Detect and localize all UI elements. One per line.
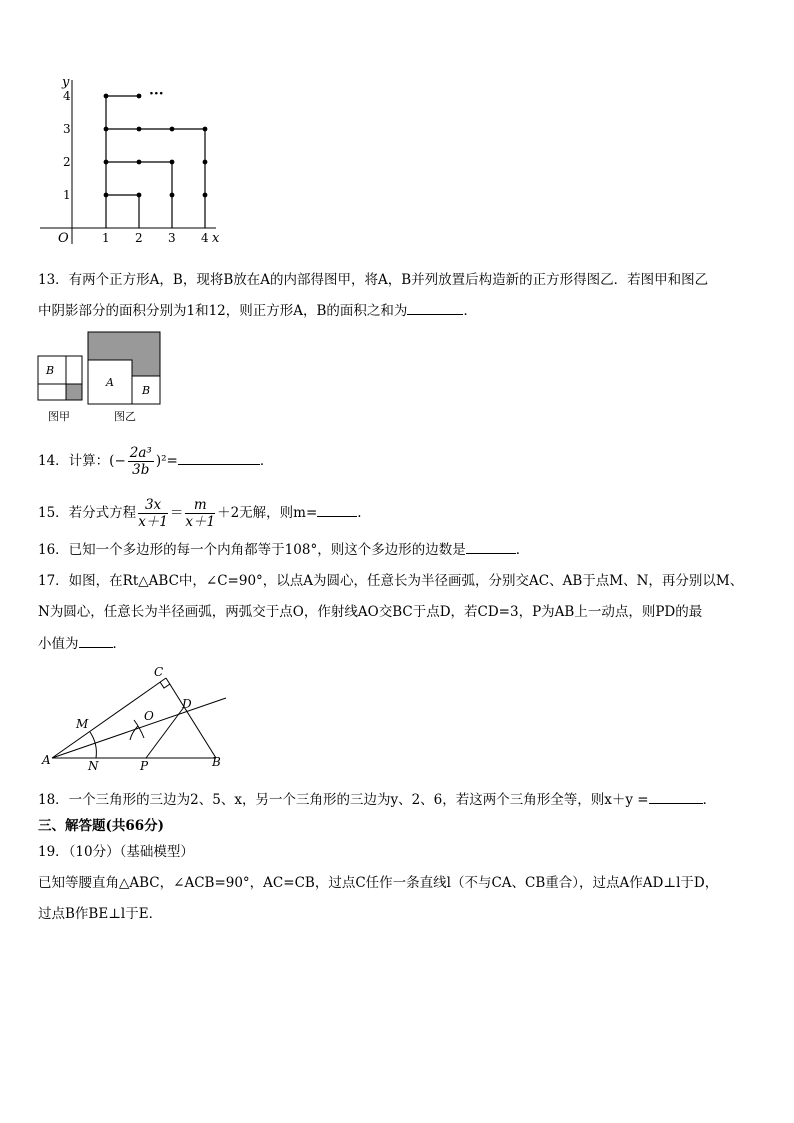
grid-path-points [104,94,208,198]
y-tick-1: 1 [63,188,71,202]
q17-line2: N为圆心，任意长为半径画弧，两弧交于点O，作射线AO交BC于点D，若CD=3，P为AB上一动点，则PD的最 [38,604,703,620]
q17-label-m: M [76,717,89,731]
q15-answer-blank[interactable] [317,504,357,517]
q13-end: ． [463,303,477,319]
q17-line1: 17．如图，在Rt△ABC中，∠C=90°，以点A为圆心，任意长为半径画弧，分别交AC、AB于点M、N，再分别以M、 [38,573,744,589]
q13-text: 中阴影部分的面积分别为1和12，则正方形A，B的面积之和为 [38,303,408,319]
q17-label-b: B [212,755,221,769]
fig-yi-caption: 图乙 [114,410,136,423]
q17-answer-blank[interactable] [79,635,113,648]
q17-label-p: P [140,759,149,772]
grid-path-lines [106,96,205,228]
fig-jia-label-b: B [46,364,55,377]
section-3-title: 三、解答题(共66分) [38,818,165,834]
q13-figure-jia [36,354,86,426]
q17-label-o: O [144,709,154,723]
q18-answer-blank[interactable] [649,791,703,804]
q13-line2 [38,301,477,321]
q19-line1: 已知等腰直角△ABC，∠ACB=90°，AC=CB，过点C任作一条直线l（不与CA、CB重合），过点A作AD⊥l于D， [38,875,719,891]
q17-label-d: D [182,697,192,711]
q19-header: 19．（10分）（基础模型） [38,844,194,860]
q13-line1: 13．有两个正方形A，B，现将B放在A的内部得图甲，将A，B并列放置后构造新的正方形得图乙．若图甲和图乙 [38,272,709,288]
q14-answer-blank[interactable] [178,452,260,465]
q17-label-a: A [42,753,51,767]
q16-end: ． [515,542,530,558]
q18-line [38,790,716,810]
q15-prefix: 15．若分式方程 [38,505,137,521]
y-tick-2: 2 [63,155,71,169]
fig-jia-caption: 图甲 [48,410,70,423]
q13-figure-yi [86,330,164,426]
y-tick-3: 3 [63,122,71,136]
fig-yi-label-a: A [106,376,114,389]
q14-denominator: 3b [132,462,150,478]
x-tick-3: 3 [168,231,176,245]
q15-mid: ＋2无解，则m= [217,505,318,521]
q14-prefix: 14．计算：(− [38,453,126,469]
x-tick-4: 4 [201,231,209,245]
origin-label: O [58,231,69,246]
y-axis-label: y [62,75,70,90]
q18-end: ． [702,792,717,808]
q17-triangle-figure [38,662,234,772]
q16-text: 16．已知一个多边形的每一个内角都等于108°，则这个多边形的边数是 [38,542,466,558]
y-tick-4: 4 [63,89,71,103]
q17-end: ． [112,636,126,652]
grid-ellipsis: ··· [149,86,164,102]
x-tick-2: 2 [135,231,143,245]
q15-line [38,496,362,530]
grid-path-figure [36,72,226,250]
q17-text: 小值为 [38,636,79,652]
q14-end: ． [259,453,274,469]
q14-fraction [128,445,154,478]
q15-fraction-2: $\frac{m}{x+1}$ [185,497,216,530]
q17-label-n: N [88,759,99,772]
q18-text: 18．一个三角形的三边为2、5、x，另一个三角形的三边为y、2、6，若这两个三角形全等，则x＋y = [38,792,649,808]
q13-answer-blank[interactable] [407,302,463,315]
q14-suffix: )²= [155,453,178,469]
q17-line3 [38,634,126,654]
q19-line2: 过点B作BE⊥l于E． [38,906,163,922]
x-tick-1: 1 [102,231,110,245]
q16-answer-blank[interactable] [466,541,516,554]
q15-fraction-1: $\frac{3x}{x+1}$ [138,497,168,530]
q14-numerator: 2a³ [129,445,152,461]
q15-equals: ＝ [169,505,184,521]
q15-end: . [357,505,362,521]
x-axis-label: x [212,231,220,246]
q16-line [38,540,529,560]
q17-label-c: C [154,665,164,679]
fig-yi-label-b: B [142,384,151,397]
q14-line [38,444,273,478]
